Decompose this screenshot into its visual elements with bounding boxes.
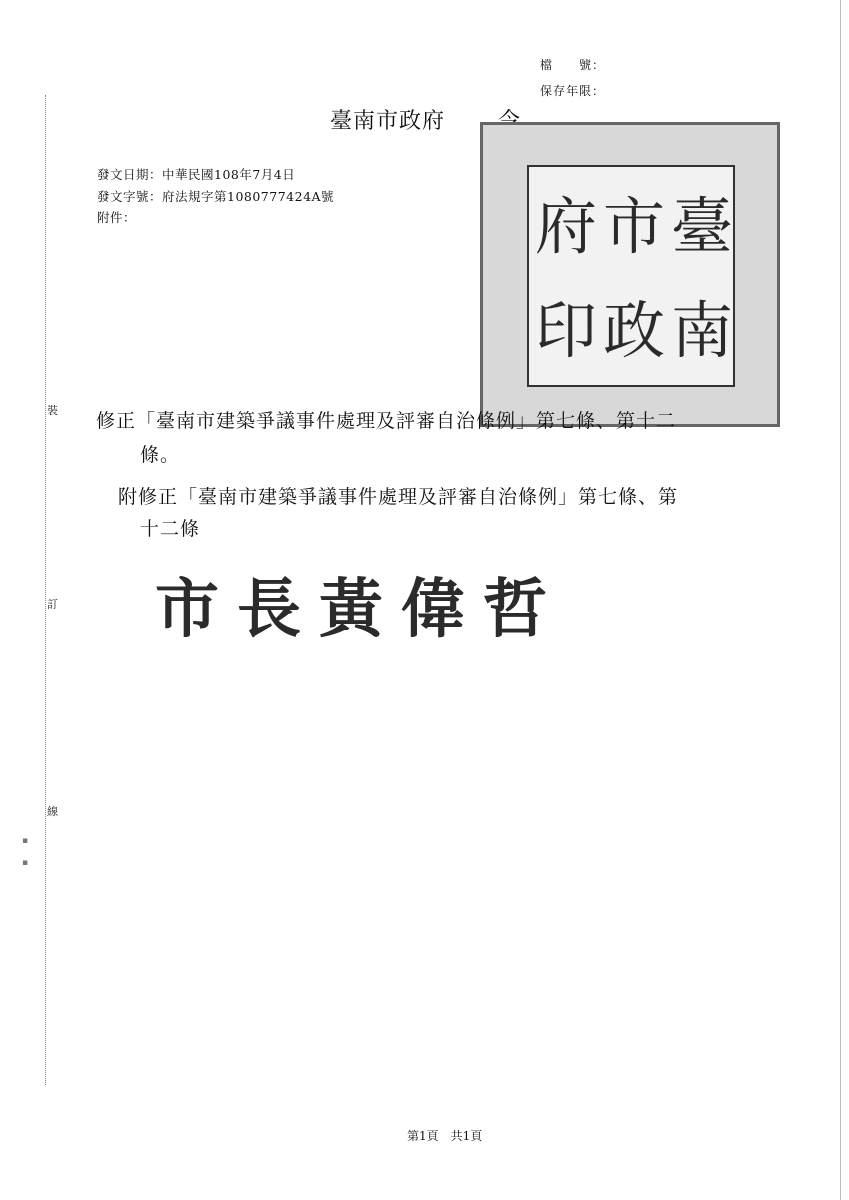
page-number: 第1頁 共1頁 [407, 1129, 483, 1143]
retention-label: 保存年限： [540, 84, 606, 98]
body-line-4: 十二條 [140, 518, 201, 540]
margin-char-xian: 線 [47, 805, 58, 818]
body-line-1: 修正「臺南市建築爭議事件處理及評審自治條例」第七條、第十二 [96, 410, 677, 432]
seal-char: 政 [602, 294, 665, 367]
seal-char: 印 [534, 294, 597, 367]
file-number-label: 檔 號： [540, 58, 606, 72]
scan-edge-line [840, 0, 841, 1200]
official-seal [480, 122, 780, 427]
document-number: 發文字號：府法規字第1080777424A號 [97, 189, 335, 204]
seal-char: 南 [670, 294, 733, 367]
seal-char: 臺 [670, 190, 733, 263]
body-line-2: 條。 [140, 444, 181, 466]
margin-char-ding: 訂 [47, 598, 58, 611]
attachment-label: 附件： [97, 210, 137, 225]
issue-date: 發文日期：中華民國108年7月4日 [97, 167, 296, 182]
binding-line [45, 95, 46, 1085]
seal-inner-frame [527, 165, 735, 387]
mayor-signature: 市長黃偉哲 [155, 572, 565, 647]
seal-char: 府 [534, 190, 597, 263]
scan-specks: ▪ ▪ [22, 836, 29, 868]
seal-char: 市 [602, 190, 665, 263]
seal-column-1 [669, 175, 735, 383]
body-line-3: 附修正「臺南市建築爭議事件處理及評審自治條例」第七條、第 [118, 486, 679, 508]
issuing-authority: 臺南市政府 [330, 109, 446, 134]
seal-column-2 [601, 175, 667, 383]
seal-column-3 [533, 175, 599, 383]
margin-char-zhuang: 裝 [47, 404, 58, 417]
